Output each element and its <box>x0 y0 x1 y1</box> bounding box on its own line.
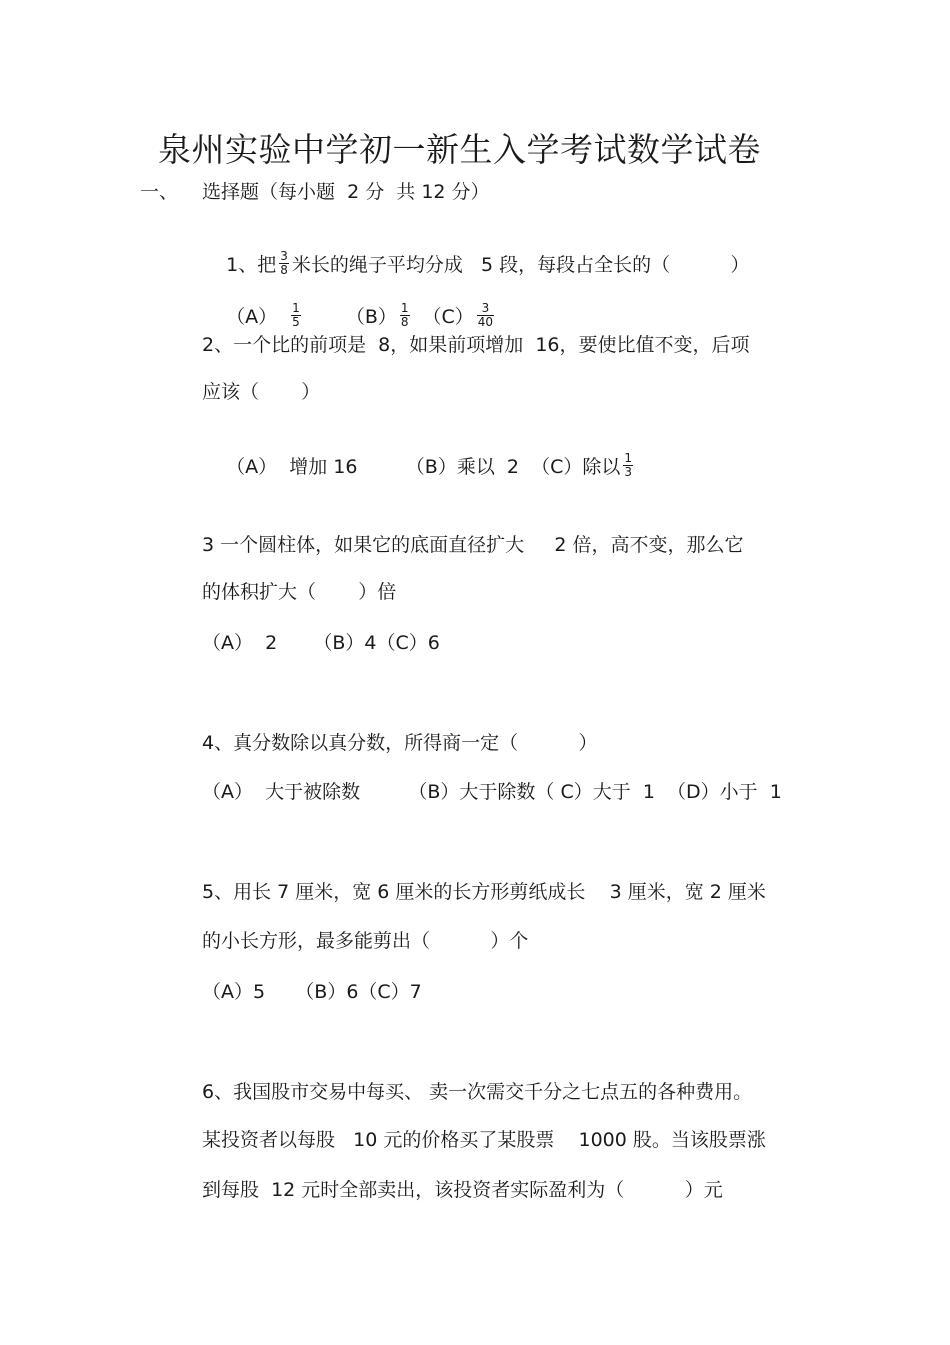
exam-title: 泉州实验中学初一新生入学考试数学试卷 <box>158 130 761 169</box>
q2-option-c-fraction <box>623 452 633 479</box>
q1-option-c-fraction <box>477 302 494 329</box>
q1-option-b-label: （B） <box>345 306 397 328</box>
question-3-line-2: 的体积扩大（ ）倍 <box>202 581 397 603</box>
question-2-options <box>202 430 636 505</box>
question-4-line-1: 4、真分数除以真分数，所得商一定（ ） <box>202 732 598 754</box>
q1-option-a-num: 1 <box>292 301 300 315</box>
question-5-line-2: 的小长方形，最多能剪出（ ）个 <box>202 930 529 952</box>
q1-fraction <box>279 250 289 277</box>
question-4-options: （A） 大于被除数 （B）大于除数（ C）大于 1 （D）小于 1 <box>202 781 782 803</box>
q1-prefix: 1、把 <box>226 254 277 276</box>
question-2-line-2: 应该（ ） <box>202 381 321 403</box>
q1-option-c-den: 40 <box>477 315 494 329</box>
question-5-options: （A）5 （B）6（C）7 <box>202 981 422 1003</box>
q1-frac-den: 8 <box>280 263 288 277</box>
q1-option-b-den: 8 <box>400 315 409 329</box>
section-number: 一、 <box>140 181 179 203</box>
question-3-line-1: 3 一个圆柱体，如果它的底面直径扩大 2 倍，高不变，那么它 <box>202 534 744 556</box>
q2-options-text: （A） 增加 16 （B）乘以 2 （C）除以 <box>226 456 621 478</box>
q1-option-c-num: 3 <box>481 301 490 315</box>
q1-suffix: 米长的绳子平均分成 5 段，每段占全长的（ ） <box>291 254 750 276</box>
q2-frac-num: 1 <box>624 451 632 465</box>
q1-frac-num: 3 <box>280 249 288 263</box>
q1-option-b-fraction <box>400 302 410 329</box>
question-3-options: （A） 2 （B）4（C）6 <box>202 632 440 654</box>
q1-option-b-num: 1 <box>400 301 409 315</box>
section-heading: 选择题（每小题 2 分 共 12 分） <box>202 181 490 203</box>
question-5-line-1: 5、用长 7 厘米，宽 6 厘米的长方形剪纸成长 3 厘米，宽 2 厘米 <box>202 881 766 903</box>
question-6-line-1: 6、我国股市交易中每买、 卖一次需交千分之七点五的各种费用。 <box>202 1081 753 1103</box>
question-6-line-2: 某投资者以每股 10 元的价格买了某股票 1000 股。当该股票涨 <box>202 1129 766 1151</box>
q1-option-a-label: （A） <box>226 306 278 328</box>
q2-frac-den: 3 <box>624 465 632 479</box>
q1-option-a-den: 5 <box>292 315 300 329</box>
q1-option-a-fraction <box>291 302 301 329</box>
question-2-line-1: 2、一个比的前项是 8，如果前项增加 16，要使比值不变，后项 <box>202 334 750 356</box>
q1-option-c-label: （C） <box>422 306 474 328</box>
question-6-line-3: 到每股 12 元时全部卖出，该投资者实际盈利为（ ）元 <box>202 1179 723 1201</box>
